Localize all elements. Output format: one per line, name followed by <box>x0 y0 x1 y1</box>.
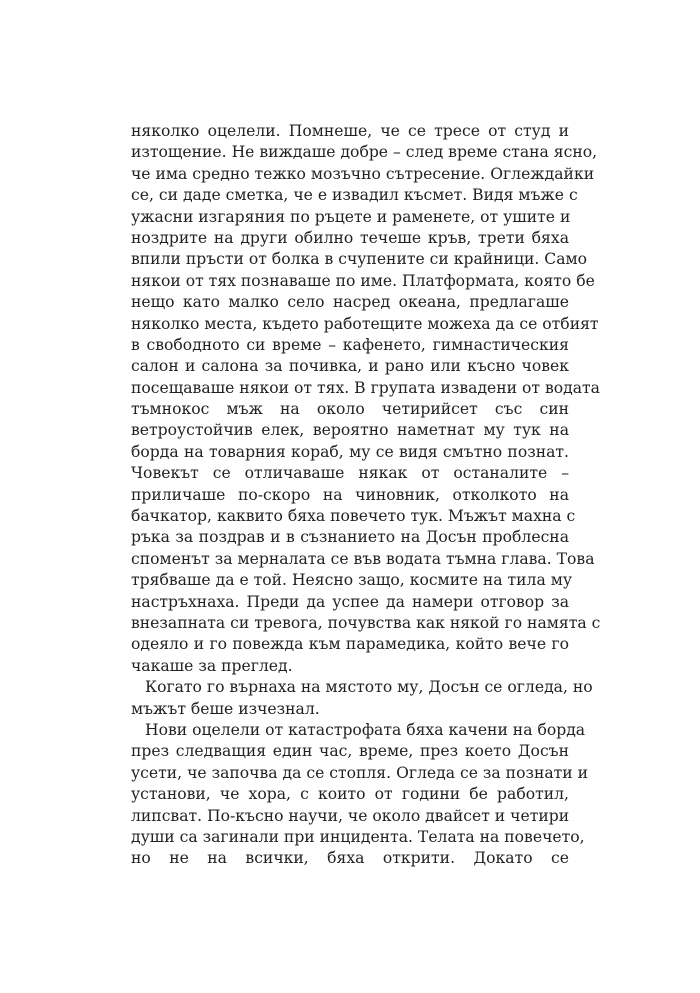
text-line: усети, че започва да се стопля. Огледа се за познати и <box>131 763 589 782</box>
text-line: ветроустойчив елек, вероятно наметнат му тук на <box>131 421 569 440</box>
text-line: бачкатор, каквито бяха повечето тук. Мъжът махна с <box>131 507 576 526</box>
text-line: ръка за поздрав и в съзнанието на Досън проблесна <box>131 528 569 547</box>
text-line: посещаваше някои от тях. В групата извадени от водата <box>131 378 600 397</box>
text-line: няколко оцелели. Помнеше, че се тресе от студ и <box>131 122 569 140</box>
text-line: трябваше да е той. Неясно защо, космите на тила му <box>131 571 573 590</box>
text-line: настръхнаха. Преди да успее да намери отговор за <box>131 592 569 611</box>
text-line: през следващия един час, време, през което Досън <box>131 742 569 761</box>
text-line: изтощение. Не виждаше добре – след време стана ясно, <box>131 143 598 162</box>
text-line: установи, че хора, с които от години бе работил, <box>131 785 569 804</box>
text-line: салон и салона за почивка, и рано или късно човек <box>131 357 569 376</box>
text-line: някои от тях познаваше по име. Платформата, която бе <box>131 271 595 290</box>
text-line: Когато го върнаха на мястото му, Досън се огледа, но <box>145 678 593 697</box>
text-line: души са загинали при инцидента. Телата на повечето, <box>131 827 585 846</box>
text-line: ужасни изгаряния по ръцете и раменете, от ушите и <box>131 207 571 226</box>
text-line: ноздрите на други обилно течеше кръв, трети бяха <box>131 228 569 247</box>
text-line: в свободното си време – кафенето, гимнастическия <box>131 335 569 354</box>
text-line: тъмнокос мъж на около четирийсет със син <box>131 400 569 419</box>
text-line: но не на всички, бяха открити. Докато се <box>131 849 569 868</box>
text-line: нещо като малко село насред океана, предлагаше <box>131 293 569 312</box>
text-line: няколко места, където работещите можеха да се отбият <box>131 314 599 333</box>
text-line: внезапната си тревога, почувства как някой го намятa с <box>131 613 601 632</box>
text-line: липсват. По-късно научи, че около двайсет и четири <box>131 806 570 825</box>
text-line: впили пръсти от болка в счупените си крайници. Само <box>131 250 588 269</box>
text-line: мъжът беше изчезнал. <box>131 699 320 718</box>
text-line: одеяло и го повежда към парамедика, който вече го <box>131 635 569 654</box>
text-line: чакаше за преглед. <box>131 656 293 675</box>
text-line: се, си даде сметка, че е извадил късмет. Видя мъже с <box>131 186 578 205</box>
text-line: че има средно тежко мозъчно сътресение. Оглеждайки <box>131 164 595 183</box>
text-line: приличаше по-скоро на чиновник, отколкото на <box>131 485 569 504</box>
text-line: Нови оцелели от катастрофата бяха качени на борда <box>145 720 586 739</box>
text-line: споменът за мерналата се във водата тъмна глава. Това <box>131 549 595 568</box>
text-line: Човекът се отличаваше някак от останалите – <box>131 464 569 483</box>
text-line: борда на товарния кораб, му се видя смътно познат. <box>131 442 569 461</box>
body-text <box>131 121 601 870</box>
